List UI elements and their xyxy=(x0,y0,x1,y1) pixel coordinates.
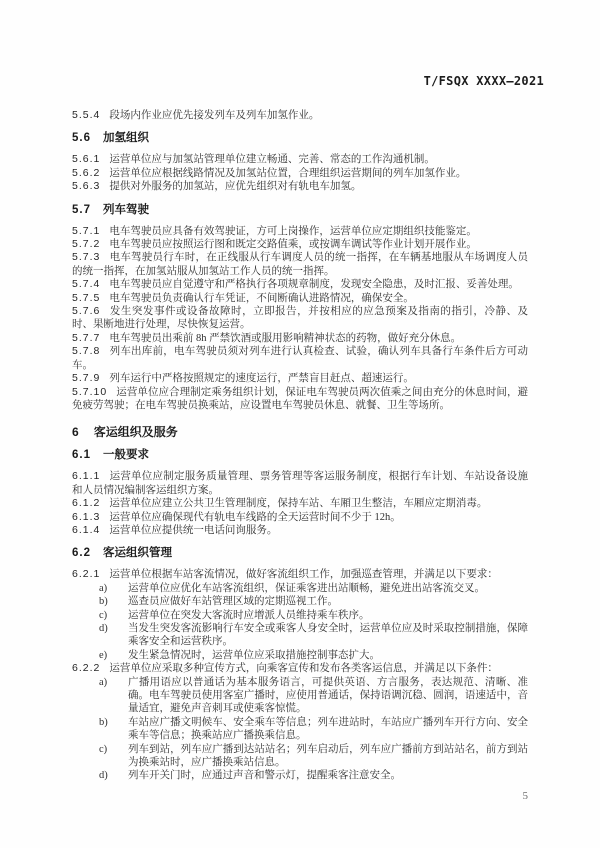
item-number: 6.1.1 xyxy=(72,470,101,483)
section-heading-5.6 xyxy=(72,131,528,145)
item-text: 运营单位应合理制定乘务组织计划，保证电车驾驶员两次值乘之间由充分的休息时间，避免疲劳驾驶；在电车驾驶员换乘站，应设置电车驾驶员休息、就餐、卫生等场所。 xyxy=(72,386,528,411)
item-number: 5.7 xyxy=(72,203,91,216)
item-text: 运营单位应建立公共卫生管理制度，保持车站、车厢卫生整洁，车厢应定期消毒。 xyxy=(109,498,488,510)
clause-5.6.3 xyxy=(72,180,528,193)
clause-6.1.3 xyxy=(72,511,528,524)
item-number: e) xyxy=(99,649,108,661)
list-item-c xyxy=(72,609,528,622)
item-text: 电车驾驶员应按照运行图和既定交路值乘，或按调车调试等作业计划开展作业。 xyxy=(109,239,477,251)
item-text: 发生紧急情况时，运营单位应采取措施控制事态扩大。 xyxy=(128,649,380,661)
item-number: 5.7.1 xyxy=(72,224,101,237)
item-number: 6.1.2 xyxy=(72,497,101,510)
item-text: 段场内作业应优先接发列车及列车加氢作业。 xyxy=(109,110,320,121)
clause-5.5.4 xyxy=(72,109,528,122)
item-number: c) xyxy=(99,743,108,755)
item-number: 5.7.5 xyxy=(72,291,101,304)
item-text: 发生突发事件或设备故障时，立即报告，并按相应的应急预案及指南的指引，冷静、及时、果断地进行处理，尽快恢复运营。 xyxy=(72,306,528,331)
item-text: 列车出库前，电车驾驶员须对列车进行认真检查、试验，确认列车具备行车条件后方可动车。 xyxy=(72,346,528,371)
section-heading-6.1 xyxy=(72,448,528,462)
item-text: 运营单位应优化车站客流组织，保证乘客进出站顺畅，避免进出站客流交叉。 xyxy=(128,582,485,594)
item-text: 电车驾驶员应具备有效驾驶证，方可上岗操作，运营单位应定期组织技能鉴定。 xyxy=(109,225,477,237)
item-number: 5.7.8 xyxy=(72,345,101,358)
item-number: 5.6.1 xyxy=(72,153,101,166)
document-code-header: T/FSQX XXXX—2021 xyxy=(423,74,544,88)
item-text: 列车驾驶 xyxy=(103,203,149,216)
list-item-d xyxy=(72,622,528,649)
item-text: 加氢组织 xyxy=(103,132,149,145)
clause-6.2.1 xyxy=(72,568,528,581)
clause-6.1.1 xyxy=(72,470,528,497)
item-number: 5.6.3 xyxy=(72,180,101,193)
item-text: 运营单位应与加氢站管理单位建立畅通、完善、常态的工作沟通机制。 xyxy=(109,154,435,166)
item-text: 运营单位应确保现代有轨电车线路的全天运营时间不少于 12h。 xyxy=(109,511,401,523)
document-body xyxy=(72,109,528,783)
item-text: 巡查员应做好车站管理区域的定期巡视工作。 xyxy=(128,596,338,608)
item-text: 运营单位应提供统一电话问询服务。 xyxy=(109,524,278,536)
item-number: 6.1.3 xyxy=(72,510,101,523)
item-text: 运营单位应根据线路情况及加氢站位置，合理组织运营期间的列车加氢作业。 xyxy=(109,167,467,179)
page-number: 5 xyxy=(522,789,528,802)
item-number: 6 xyxy=(72,425,80,440)
item-text: 广播用语应以普通话为基本服务语言，可提供英语、方言服务，表达规范、清晰、准确。电车驾驶员使用客室广播时，应使用普通话，保持语调沉稳、圆润，语速适中，音量适宜，避免声音刺耳或使乘客惊慌。 xyxy=(128,676,528,715)
clause-5.7.3 xyxy=(72,251,528,278)
item-text: 电车驾驶员行车时，在正线服从行车调度人员的统一指挥，在车辆基地服从车场调度人员的统一指挥，在加氢站服从加氢站工作人员的统一指挥。 xyxy=(72,252,528,277)
item-number: 5.6.2 xyxy=(72,166,101,179)
item-number: 5.7.10 xyxy=(72,385,108,398)
item-text: 电车驾驶员应自觉遵守和严格执行各项规章制度，发现安全隐患，及时汇报、妥善处理。 xyxy=(109,279,519,291)
section-heading-5.7 xyxy=(72,203,528,217)
item-text: 电车驾驶员出乘前 8h 严禁饮酒或服用影响精神状态的药物，做好充分休息。 xyxy=(109,332,462,344)
clause-5.6.2 xyxy=(72,167,528,180)
item-number: 5.5.4 xyxy=(72,109,101,121)
clause-5.7.4 xyxy=(72,278,528,291)
item-text: 列车运行中严格按照规定的速度运行，严禁盲目赶点、超速运行。 xyxy=(109,373,414,385)
list-item-d xyxy=(72,769,528,782)
list-item-c xyxy=(72,743,528,770)
list-item-b xyxy=(72,716,528,743)
clause-5.7.5 xyxy=(72,292,528,305)
item-text: 运营单位应采取多种宣传方式，向乘客宣传和发布各类客运信息，并满足以下条件： xyxy=(109,663,498,675)
item-text: 列车到站，列车应广播到达站站名；列车启动后，列车应广播前方到站站名，前方到站为换乘站时，应广播换乘站信息。 xyxy=(128,743,528,769)
item-text: 列车开关门时，应通过声音和警示灯，提醒乘客注意安全。 xyxy=(128,770,401,782)
item-text: 一般要求 xyxy=(103,449,149,462)
item-number: d) xyxy=(99,622,108,634)
item-text: 提供对外服务的加氢站，应优先组织对有轨电车加氢。 xyxy=(109,181,362,193)
clause-5.7.1 xyxy=(72,225,528,238)
item-number: 5.7.3 xyxy=(72,251,101,264)
item-number: 6.1 xyxy=(72,449,91,462)
section-heading-6.2 xyxy=(72,546,528,560)
clause-5.7.8 xyxy=(72,345,528,372)
item-number: 5.7.2 xyxy=(72,238,101,251)
item-number: a) xyxy=(99,676,108,688)
list-item-a xyxy=(72,582,528,595)
item-number: 6.2.2 xyxy=(72,662,101,675)
item-text: 运营单位在突发大客流时应增派人员维持乘车秩序。 xyxy=(128,609,370,621)
item-number: 5.7.6 xyxy=(72,305,101,318)
item-text: 运营单位根据车站客流情况，做好客流组织工作，加强巡查管理，并满足以下要求： xyxy=(109,569,498,581)
item-text: 客运组织管理 xyxy=(103,547,172,560)
item-number: 5.6 xyxy=(72,132,91,145)
clause-5.7.6 xyxy=(72,305,528,332)
item-number: 5.7.4 xyxy=(72,278,101,291)
clause-5.7.10 xyxy=(72,386,528,413)
clause-5.6.1 xyxy=(72,153,528,166)
item-number: 5.7.9 xyxy=(72,372,101,385)
item-number: b) xyxy=(99,596,108,608)
clause-5.7.2 xyxy=(72,238,528,251)
list-item-a xyxy=(72,676,528,716)
item-text: 电车驾驶员负责确认行车凭证，不间断确认进路情况，确保安全。 xyxy=(109,292,414,304)
clause-5.7.9 xyxy=(72,372,528,385)
item-text: 运营单位应制定服务质量管理、票务管理等客运服务制度，根据行车计划、车站设备设施和人员情况编制客运组织方案。 xyxy=(72,471,528,496)
section-heading-6 xyxy=(72,425,528,439)
item-text: 车站应广播文明候车、安全乘车等信息；列车进站时，车站应广播列车开行方向、安全乘车等信息；换乘站应广播换乘信息。 xyxy=(128,716,528,742)
item-number: a) xyxy=(99,582,108,594)
clause-6.1.2 xyxy=(72,497,528,510)
item-number: 6.1.4 xyxy=(72,523,101,536)
item-number: c) xyxy=(99,609,108,621)
item-number: 6.2.1 xyxy=(72,568,101,581)
item-number: 6.2 xyxy=(72,547,91,560)
item-number: 5.7.7 xyxy=(72,331,101,344)
item-number: b) xyxy=(99,716,108,728)
item-text: 客运组织及服务 xyxy=(93,425,178,440)
item-text: 当发生突发客流影响行车安全或乘客人身安全时，运营单位应及时采取控制措施，保障乘客安全和运营秩序。 xyxy=(128,622,528,648)
list-item-e xyxy=(72,649,528,662)
clause-6.1.4 xyxy=(72,524,528,537)
list-item-b xyxy=(72,595,528,608)
clause-6.2.2 xyxy=(72,662,528,675)
clause-5.7.7 xyxy=(72,332,528,345)
item-number: d) xyxy=(99,770,108,782)
